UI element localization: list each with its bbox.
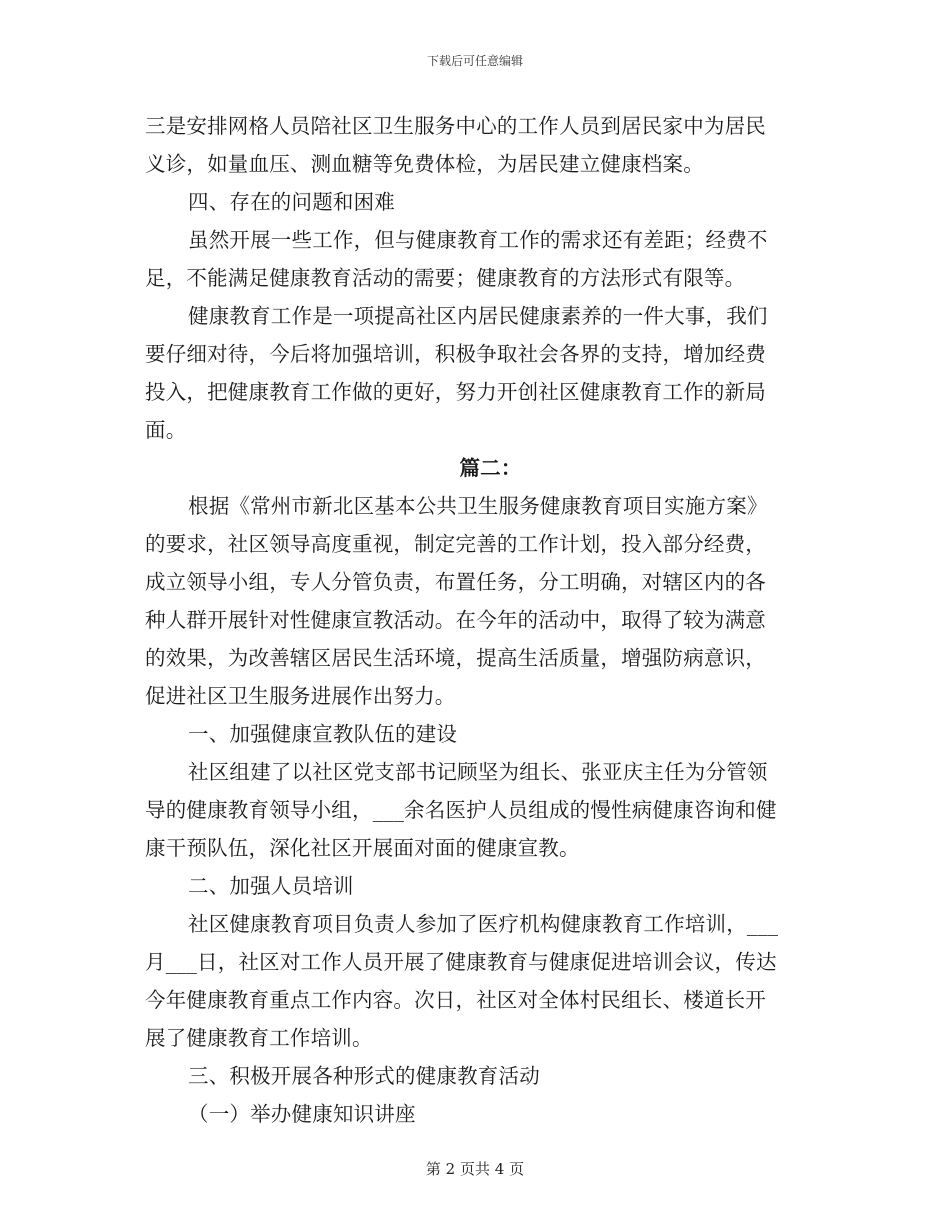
paragraph-line: 促进社区卫生服务进展作出努力。 [145, 684, 456, 708]
paragraph-line: 足，不能满足健康教育活动的需要；健康教育的方法形式有限等。 [145, 266, 746, 290]
paragraph-line: 导的健康教育领导小组，___余名医护人员组成的慢性病健康咨询和健 [145, 798, 777, 822]
page-number: 第 2 页共 4 页 [425, 1160, 525, 1178]
paragraph-line: 义诊，如量血压、测血糖等免费体检，为居民建立健康档案。 [145, 152, 704, 176]
document-body [145, 107, 810, 1133]
subsection-heading-lectures: （一）举办健康知识讲座 [188, 1102, 416, 1126]
paragraph-line: 根据《常州市新北区基本公共卫生服务健康教育项目实施方案》 [188, 494, 768, 518]
section-heading-problems: 四、存在的问题和困难 [188, 190, 395, 214]
paragraph-line: 要仔细对待，今后将加强培训，积极争取社会各界的支持，增加经费 [145, 342, 766, 366]
page-header: 下载后可任意编辑 [426, 54, 523, 68]
paragraph-line: 的要求，社区领导高度重视，制定完善的工作计划，投入部分经费， [145, 532, 766, 556]
paragraph-line: 康干预队伍，深化社区开展面对面的健康宣教。 [145, 836, 580, 860]
paragraph-line: 今年健康教育重点工作内容。次日，社区对全体村民组长、楼道长开 [145, 988, 766, 1012]
paragraph-line: 社区健康教育项目负责人参加了医疗机构健康教育工作培训，___ [188, 912, 779, 936]
paragraph-line: 的效果，为改善辖区居民生活环境，提高生活质量，增强防病意识， [145, 646, 766, 670]
section-heading-training: 二、加强人员培训 [188, 874, 354, 898]
paragraph-line: 社区组建了以社区党支部书记顾坚为组长、张亚庆主任为分管领 [188, 760, 768, 784]
chapter-title: 篇二： [459, 456, 522, 480]
paragraph-line: 三是安排网格人员陪社区卫生服务中心的工作人员到居民家中为居民 [145, 114, 766, 138]
paragraph-line: 面。 [145, 418, 187, 442]
paragraph-line: 展了健康教育工作培训。 [145, 1026, 373, 1050]
paragraph-line: 投入，把健康教育工作做的更好，努力开创社区健康教育工作的新局 [145, 380, 766, 404]
section-heading-activities: 三、积极开展各种形式的健康教育活动 [188, 1064, 540, 1088]
paragraph-line: 成立领导小组，专人分管负责，布置任务，分工明确，对辖区内的各 [145, 570, 766, 594]
paragraph-line: 健康教育工作是一项提高社区内居民健康素养的一件大事，我们 [188, 304, 768, 328]
section-heading-team: 一、加强健康宣教队伍的建设 [188, 722, 458, 746]
paragraph-line: 虽然开展一些工作，但与健康教育工作的需求还有差距；经费不 [188, 228, 768, 252]
paragraph-line: 种人群开展针对性健康宣教活动。在今年的活动中，取得了较为满意 [145, 608, 766, 632]
paragraph-line: 月___日，社区对工作人员开展了健康教育与健康促进培训会议，传达 [145, 950, 777, 974]
